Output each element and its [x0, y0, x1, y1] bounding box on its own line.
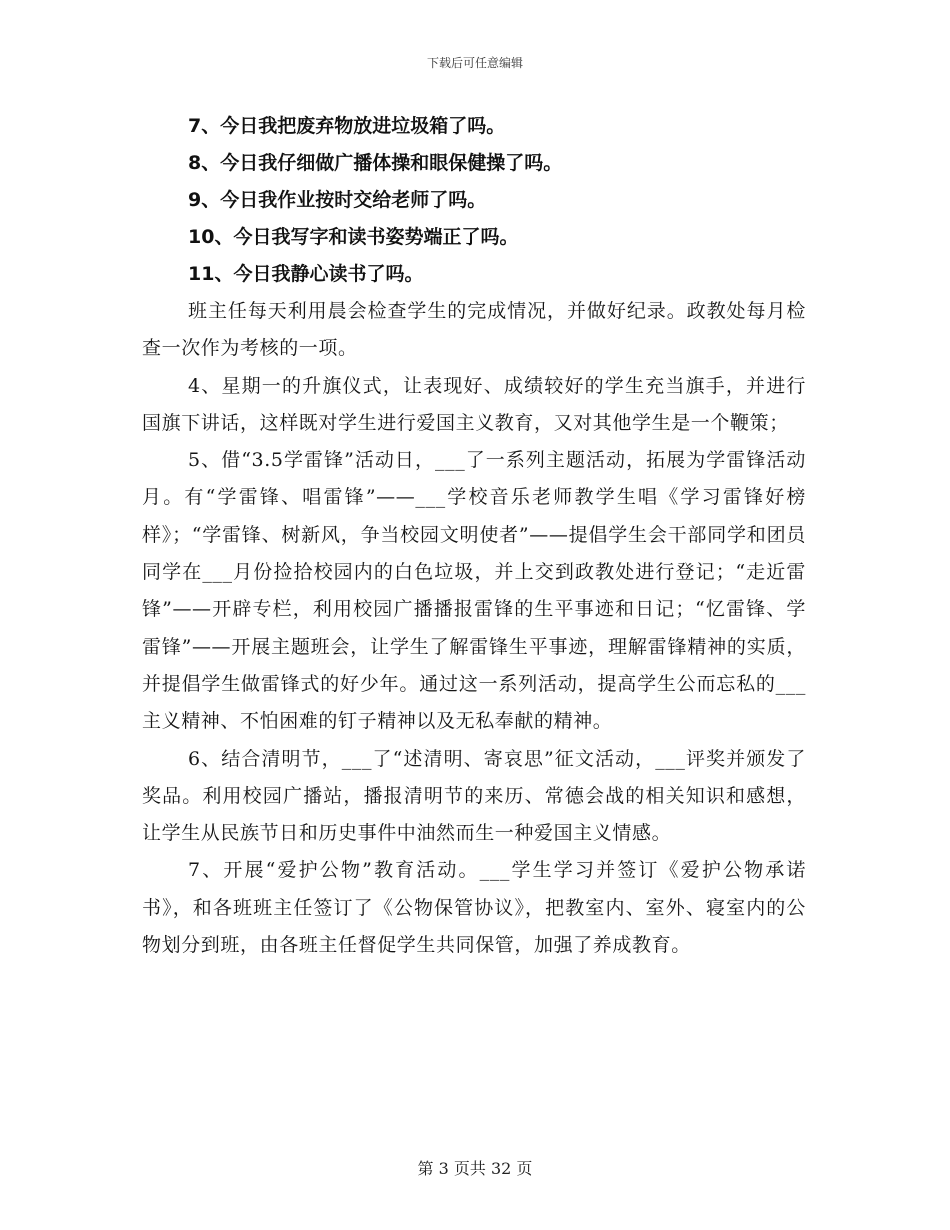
paragraph-flag-ceremony: 4、星期一的升旗仪式，让表现好、成绩较好的学生充当旗手，并进行国旗下讲话，这样既对学生进行爱国主义教育，又对其他学生是一个鞭策； [142, 374, 806, 434]
checklist-item: 7、今日我把废弃物放进垃圾箱了吗。 [188, 115, 506, 137]
checklist-item: 8、今日我仔细做广播体操和眼保健操了吗。 [188, 152, 563, 174]
page-number: 第 3 页共 32 页 [417, 1159, 533, 1178]
document-body [142, 108, 806, 964]
page-header-note: 下载后可任意编辑 [426, 56, 523, 70]
checklist-item: 10、今日我写字和读书姿势端正了吗。 [188, 226, 519, 248]
paragraph-protect-public-property: 7、开展“爱护公物”教育活动。___学生学习并签订《爱护公物承诺书》，和各班班主任签订了《公物保管协议》，把教室内、室外、寝室内的公物划分到班，由各班主任督促学生共同保管，加强了养成教育。 [142, 859, 806, 957]
paragraph-qingming-festival: 6、结合清明节，___了“述清明、寄哀思”征文活动，___评奖并颁发了奖品。利用校园广播站，播报清明节的来历、常德会战的相关知识和感想，让学生从民族节日和历史事件中油然而生一种爱国主义情感。 [142, 747, 806, 845]
checklist-item: 11、今日我静心读书了吗。 [188, 263, 424, 285]
paragraph-lei-feng-activities: 5、借“3.5学雷锋”活动日，___了一系列主题活动，拓展为学雷锋活动月。有“学雷锋、唱雷锋”——___学校音乐老师教学生唱《学习雷锋好榜样》；“学雷锋、树新风，争当校园文明使者”——提倡学生会干部同学和团员同学在___月份捡拾校园内的白色垃圾，并上交到政教处进行登记；“走近雷锋”——开辟专栏，利用校园广播播报雷锋的生平事迹和日记；“忆雷锋、学雷锋”——开展主题班会，让学生了解雷锋生平事迹，理解雷锋精神的实质，并提倡学生做雷锋式的好少年。通过这一系列活动，提高学生公而忘私的___主义精神、不怕困难的钉子精神以及无私奉献的精神。 [142, 449, 806, 733]
paragraph-class-teacher-check: 班主任每天利用晨会检查学生的完成情况，并做好纪录。政教处每月检查一次作为考核的一项。 [142, 300, 806, 360]
checklist-item: 9、今日我作业按时交给老师了吗。 [188, 189, 487, 211]
